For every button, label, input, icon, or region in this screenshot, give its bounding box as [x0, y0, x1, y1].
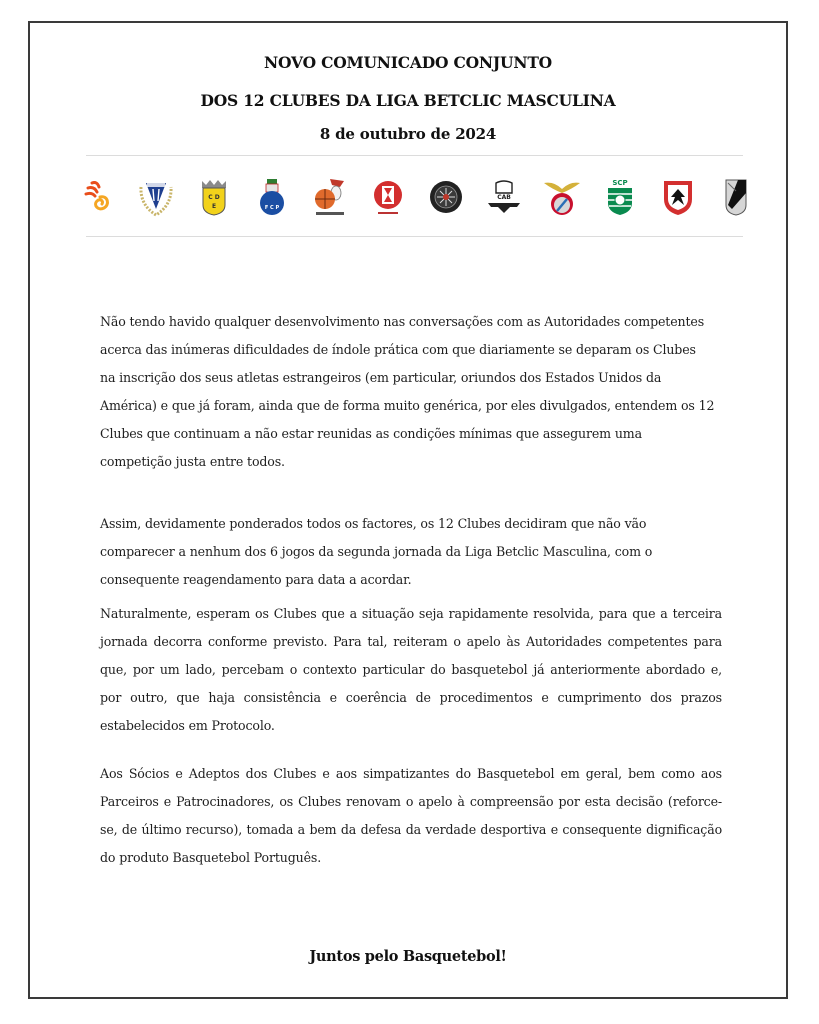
club-logo-5-icon	[310, 175, 350, 219]
paragraph-line: América) e que já foram, ainda que de forma muito genérica, por eles divulgados, entendem os 12	[100, 398, 715, 413]
club-logo-2-icon	[136, 175, 176, 219]
cab-logo-icon	[484, 175, 524, 219]
paragraph-line: Parceiros e Patrocinadores, os Clubes renovam o apelo à compreensão por esta decisão (reforce-	[100, 794, 722, 809]
club-logo-11-icon	[658, 175, 698, 219]
paragraph-2	[100, 510, 722, 594]
svg-text:E: E	[211, 203, 217, 210]
club-logo-6-icon	[368, 175, 408, 219]
paragraph-line: estabelecidos em Protocolo.	[100, 718, 275, 733]
club-logos-row	[80, 175, 740, 219]
club-logo-7-icon	[426, 175, 466, 219]
document-frame	[28, 21, 788, 999]
paragraph-line: que, por um lado, percebam o contexto particular do basquetebol já anteriormente abordado e,	[100, 662, 722, 677]
paragraph-line: Assim, devidamente ponderados todos os factores, os 12 Clubes decidiram que não vão	[100, 516, 647, 531]
paragraph-line: do produto Basquetebol Português.	[100, 850, 322, 865]
club-logo-3-icon	[194, 175, 234, 219]
paragraph-line: Aos Sócios e Adeptos dos Clubes e aos simpatizantes do Basquetebol em geral, bem como aos	[100, 766, 722, 781]
paragraph-4	[100, 760, 722, 872]
fc-porto-logo-icon	[252, 175, 292, 219]
paragraph-line: jornada decorra conforme previsto. Para tal, reiteram o apelo às Autoridades competentes para	[100, 634, 722, 649]
paragraph-3	[100, 600, 722, 740]
document-date: 8 de outubro de 2024	[319, 125, 497, 143]
paragraph-line: consequente reagendamento para data a acordar.	[100, 572, 412, 587]
paragraph-line: se, de último recurso), tomada a bem da defesa da verdade desportiva e consequente dignificação	[100, 822, 722, 837]
svg-text:CAB: CAB	[497, 194, 511, 201]
paragraph-line: acerca das inúmeras dificuldades de índole prática com que diariamente se deparam os Clubes	[100, 342, 696, 357]
title-line-2: DOS 12 CLUBES DA LIGA BETCLIC MASCULINA	[200, 91, 616, 110]
paragraph-line: por outro, que haja consistência e coerência de procedimentos e cumprimento dos prazos	[100, 690, 722, 705]
paragraph-line: Naturalmente, esperam os Clubes que a situação seja rapidamente resolvida, para que a terceira	[100, 606, 722, 621]
title-line-1: NOVO COMUNICADO CONJUNTO	[264, 53, 552, 72]
paragraph-line: na inscrição dos seus atletas estrangeiros (em particular, oriundos dos Estados Unidos da	[100, 370, 662, 385]
paragraph-line: Clubes que continuam a não estar reunidas as condições mínimas que assegurem uma	[100, 426, 642, 441]
svg-text:C D: C D	[208, 194, 220, 201]
svg-text:SCP: SCP	[612, 179, 628, 187]
paragraph-line: competição justa entre todos.	[100, 454, 285, 469]
club-logo-1-icon	[80, 175, 120, 219]
divider-bottom	[86, 236, 743, 237]
benfica-logo-icon	[542, 175, 582, 219]
divider-top	[86, 155, 743, 156]
vitoria-logo-icon	[716, 175, 756, 219]
closing-slogan: Juntos pelo Basquetebol!	[309, 948, 507, 965]
paragraph-line: comparecer a nenhum dos 6 jogos da segunda jornada da Liga Betclic Masculina, com o	[100, 544, 653, 559]
svg-text:F C P: F C P	[264, 205, 280, 211]
paragraph-1	[100, 308, 722, 476]
paragraph-line: Não tendo havido qualquer desenvolvimento nas conversações com as Autoridades competentes	[100, 314, 705, 329]
sporting-logo-icon	[600, 175, 640, 219]
